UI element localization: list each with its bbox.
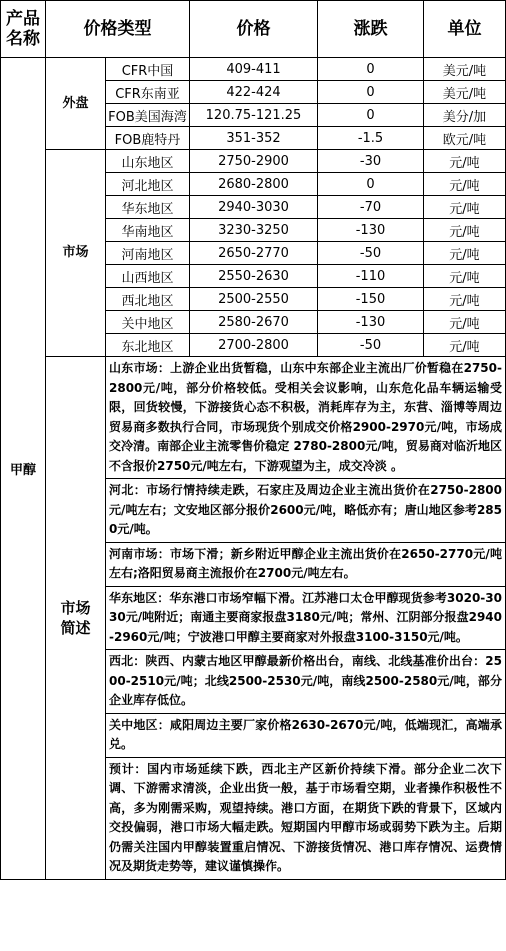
price-type-cell: 华东地区 bbox=[106, 196, 190, 219]
price-type-cell: 河北地区 bbox=[106, 173, 190, 196]
commentary-label: 市场简述 bbox=[46, 357, 106, 880]
price-cell: 120.75-121.25 bbox=[190, 104, 318, 127]
commentary-row bbox=[1, 357, 506, 479]
price-type-cell: 华南地区 bbox=[106, 219, 190, 242]
header-unit: 单位 bbox=[424, 1, 506, 58]
commentary-paragraph: 华东地区：华东港口市场窄幅下滑。江苏港口太仓甲醇现货参考3020-3030元/吨附近；南通主要商家报盘3180元/吨；常州、江阴部分报盘2940-2960元/吨；宁波港口甲醇主要商家对外报盘3100-3150元/吨。 bbox=[106, 586, 506, 650]
unit-cell: 美元/吨 bbox=[424, 81, 506, 104]
price-type-cell: 关中地区 bbox=[106, 311, 190, 334]
change-cell: 0 bbox=[318, 81, 424, 104]
price-cell: 2580-2670 bbox=[190, 311, 318, 334]
price-type-cell: CFR中国 bbox=[106, 58, 190, 81]
price-type-cell: FOB美国海湾 bbox=[106, 104, 190, 127]
table-row bbox=[1, 150, 506, 173]
change-cell: 0 bbox=[318, 58, 424, 81]
unit-cell: 元/吨 bbox=[424, 196, 506, 219]
change-cell: -150 bbox=[318, 288, 424, 311]
header-product-name: 产品名称 bbox=[1, 1, 46, 58]
price-type-cell: 山西地区 bbox=[106, 265, 190, 288]
change-cell: -70 bbox=[318, 196, 424, 219]
commentary-paragraph: 河南市场：市场下滑；新乡附近甲醇企业主流出货价在2650-2770元/吨左右;洛阳贸易商主流报价在2700元/吨左右。 bbox=[106, 542, 506, 586]
header-price: 价格 bbox=[190, 1, 318, 58]
price-cell: 2650-2770 bbox=[190, 242, 318, 265]
unit-cell: 元/吨 bbox=[424, 219, 506, 242]
change-cell: -50 bbox=[318, 334, 424, 357]
unit-cell: 元/吨 bbox=[424, 334, 506, 357]
price-cell: 351-352 bbox=[190, 127, 318, 150]
header-price-type: 价格类型 bbox=[46, 1, 190, 58]
unit-cell: 元/吨 bbox=[424, 150, 506, 173]
price-cell: 409-411 bbox=[190, 58, 318, 81]
unit-cell: 元/吨 bbox=[424, 173, 506, 196]
price-cell: 2700-2800 bbox=[190, 334, 318, 357]
price-cell: 2940-3030 bbox=[190, 196, 318, 219]
price-type-cell: 河南地区 bbox=[106, 242, 190, 265]
commentary-paragraph: 西北：陕西、内蒙古地区甲醇最新价格出台，南线、北线基准价出台：2500-2510元/吨；北线2500-2530元/吨，南线2500-2580元/吨，部分企业库存低位。 bbox=[106, 650, 506, 714]
price-cell: 2550-2630 bbox=[190, 265, 318, 288]
unit-cell: 美元/吨 bbox=[424, 58, 506, 81]
price-cell: 2680-2800 bbox=[190, 173, 318, 196]
price-type-cell: CFR东南亚 bbox=[106, 81, 190, 104]
commentary-paragraph: 关中地区：咸阳周边主要厂家价格2630-2670元/吨，低端现汇，高端承兑。 bbox=[106, 713, 506, 757]
change-cell: -110 bbox=[318, 265, 424, 288]
price-cell: 422-424 bbox=[190, 81, 318, 104]
commentary-paragraph: 山东市场：上游企业出货暂稳，山东中东部企业主流出厂价暂稳在2750-2800元/吨，部分价格较低。受相关会议影响，山东危化品车辆运输受限，回货较慢，下游接货心态不积极，消耗库存为主，东营、淄博等周边贸易商多数执行合同，市场现货个别成交价格2900-2970元/吨，市场成交冷清。南部企业主流零售价稳定 2780-2800元/吨，贸易商对临沂地区不含报价2750元/吨左右，下游观望为主，成交冷淡 。 bbox=[106, 357, 506, 479]
unit-cell: 元/吨 bbox=[424, 242, 506, 265]
unit-cell: 元/吨 bbox=[424, 265, 506, 288]
price-type-cell: 山东地区 bbox=[106, 150, 190, 173]
table-row bbox=[1, 58, 506, 81]
price-cell: 2500-2550 bbox=[190, 288, 318, 311]
group-market: 市场 bbox=[46, 150, 106, 357]
change-cell: -130 bbox=[318, 311, 424, 334]
commentary-paragraph: 河北：市场行情持续走跌，石家庄及周边企业主流出货价在2750-2800元/吨左右；文安地区部分报价2600元/吨，略低亦有；唐山地区参考2850元/吨。 bbox=[106, 479, 506, 543]
change-cell: -50 bbox=[318, 242, 424, 265]
price-type-cell: 东北地区 bbox=[106, 334, 190, 357]
header-change: 涨跌 bbox=[318, 1, 424, 58]
change-cell: -130 bbox=[318, 219, 424, 242]
header-row bbox=[1, 1, 506, 58]
price-cell: 3230-3250 bbox=[190, 219, 318, 242]
unit-cell: 美分/加 bbox=[424, 104, 506, 127]
commentary-paragraph: 预计：国内市场延续下跌，西北主产区新价持续下滑。部分企业二次下调、下游需求清淡，企业出货一般，基于市场看空期，业者操作积极性不高，多为刚需采购，观望持续。港口方面，在期货下跌的背景下，区域内交投偏弱，港口市场大幅走跌。短期国内甲醇市场或弱势下跌为主。后期仍需关注国内甲醇装置重启情况、下游接货情况、港口库存情况、运费情况及期货走势等，建议谨慎操作。 bbox=[106, 757, 506, 879]
price-cell: 2750-2900 bbox=[190, 150, 318, 173]
unit-cell: 元/吨 bbox=[424, 311, 506, 334]
change-cell: -30 bbox=[318, 150, 424, 173]
change-cell: 0 bbox=[318, 173, 424, 196]
change-cell: -1.5 bbox=[318, 127, 424, 150]
price-type-cell: FOB鹿特丹 bbox=[106, 127, 190, 150]
group-foreign: 外盘 bbox=[46, 58, 106, 150]
unit-cell: 欧元/吨 bbox=[424, 127, 506, 150]
unit-cell: 元/吨 bbox=[424, 288, 506, 311]
change-cell: 0 bbox=[318, 104, 424, 127]
price-type-cell: 西北地区 bbox=[106, 288, 190, 311]
product-name-cell: 甲醇 bbox=[1, 58, 46, 880]
